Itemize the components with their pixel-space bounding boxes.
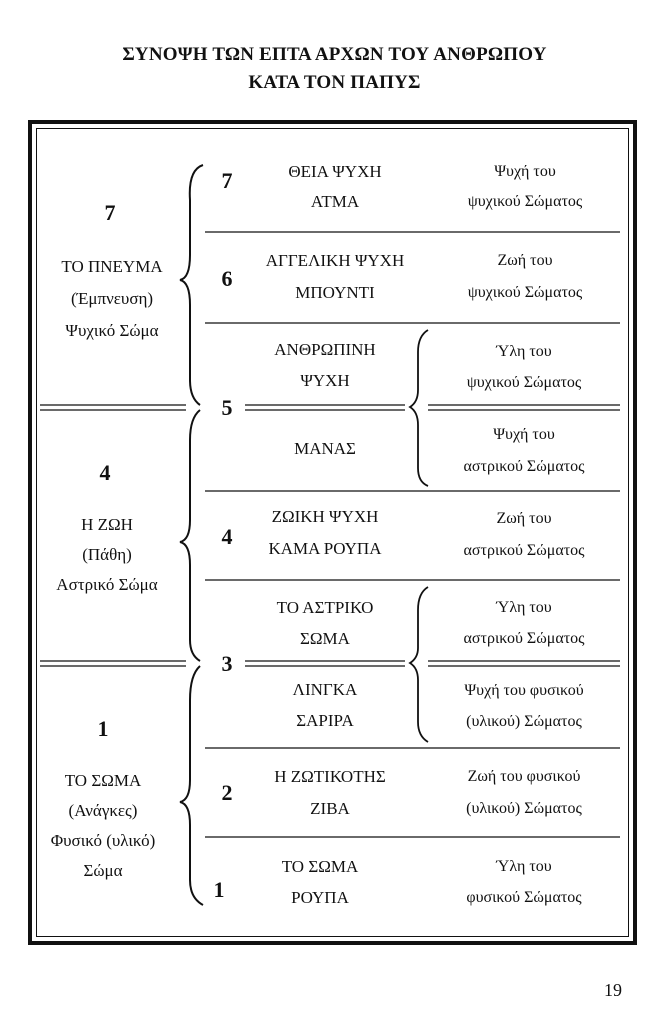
principle-description: Ζωή του	[496, 510, 552, 527]
principle-description: φυσικού Σώματος	[466, 889, 582, 906]
principle-number: 6	[221, 266, 233, 291]
principle-description: αστρικού Σώματος	[463, 630, 585, 647]
principle-name: ΡΟΥΠΑ	[291, 888, 349, 907]
group-body: Ψυχικό Σώμα	[65, 321, 159, 340]
brace-group-4	[180, 410, 200, 661]
principle-name: ΛΙΝΓΚΑ	[292, 680, 358, 699]
principle-name: ΣΩΜΑ	[300, 629, 350, 648]
group-number: 4	[99, 460, 111, 485]
principle-description: Ζωή του	[497, 252, 553, 269]
group-number: 1	[97, 716, 109, 741]
group-number: 7	[104, 200, 116, 225]
page-title-line2: ΚΑΤΑ ΤΟΝ ΠΑΠΥΣ	[248, 72, 421, 93]
principle-number: 4	[221, 524, 233, 549]
principle-name: ΜΠΟΥΝΤΙ	[295, 283, 375, 302]
principle-name: ΜΑΝΑΣ	[294, 439, 356, 458]
principle-description: Ζωή του φυσικού	[467, 768, 581, 785]
principle-name: ΑΤΜΑ	[310, 192, 360, 211]
principle-description: Ύλη του	[496, 343, 552, 360]
principle-description: (υλικού) Σώματος	[466, 713, 582, 730]
brace-group-1	[180, 666, 203, 905]
principle-number: 3	[221, 651, 233, 676]
principle-description: Ψυχή του φυσικού	[464, 682, 584, 699]
principle-name: ΖΙΒΑ	[310, 799, 350, 818]
page-title-line1: ΣΥΝΟΨΗ ΤΩΝ ΕΠΤΑ ΑΡΧΩΝ ΤΟΥ ΑΝΘΡΩΠΟΥ	[122, 44, 547, 65]
group-body-cont: Σώμα	[83, 861, 123, 880]
principle-name: ΤΟ ΣΩΜΑ	[281, 857, 359, 876]
group-body: Φυσικό (υλικό)	[50, 831, 156, 850]
group-name: ΤΟ ΣΩΜΑ	[64, 771, 142, 790]
principle-number: 1	[213, 877, 225, 902]
principle-description: αστρικού Σώματος	[463, 458, 585, 475]
brace-row-3	[410, 587, 428, 742]
principle-description: (υλικού) Σώματος	[466, 800, 582, 817]
principle-name: ΚΑΜΑ ΡΟΥΠΑ	[268, 539, 382, 558]
principle-name: ΑΝΘΡΩΠΙΝΗ	[274, 340, 376, 359]
principle-description: Ψυχή του	[493, 426, 555, 443]
principle-name: ΖΩΙΚΗ ΨΥΧΗ	[271, 507, 379, 526]
group-subtitle: (Πάθη)	[82, 545, 132, 564]
brace-row-5	[410, 330, 428, 486]
group-name: Η ΖΩΗ	[81, 515, 133, 534]
principle-number: 2	[221, 780, 233, 805]
principle-name: ΘΕΙΑ ΨΥΧΗ	[288, 162, 382, 181]
page-number: 19	[604, 980, 622, 1000]
principle-description: ψυχικού Σώματος	[467, 284, 583, 301]
principle-name: Η ΖΩΤΙΚΟΤΗΣ	[274, 767, 386, 786]
principle-description: Ψυχή του	[494, 163, 556, 180]
principle-description: αστρικού Σώματος	[463, 542, 585, 559]
group-name: ΤΟ ΠΝΕΥΜΑ	[61, 257, 163, 276]
principle-description: Ύλη του	[496, 858, 552, 875]
group-body: Αστρικό Σώμα	[56, 575, 158, 594]
principle-description: ψυχικού Σώματος	[466, 374, 582, 391]
principle-name: ΨΥΧΗ	[300, 371, 350, 390]
principle-number: 5	[221, 395, 233, 420]
principle-number: 7	[221, 168, 233, 193]
principle-name: ΣΑΡΙΡΑ	[296, 711, 354, 730]
principle-name: ΑΓΓΕΛΙΚΗ ΨΥΧΗ	[265, 251, 405, 270]
principle-name: ΤΟ ΑΣΤΡΙΚΟ	[276, 598, 374, 617]
group-subtitle: (Ανάγκες)	[68, 801, 138, 820]
principle-description: ψυχικού Σώματος	[467, 193, 583, 210]
group-subtitle: (Έμπνευση)	[70, 289, 154, 308]
principle-description: Ύλη του	[496, 599, 552, 616]
